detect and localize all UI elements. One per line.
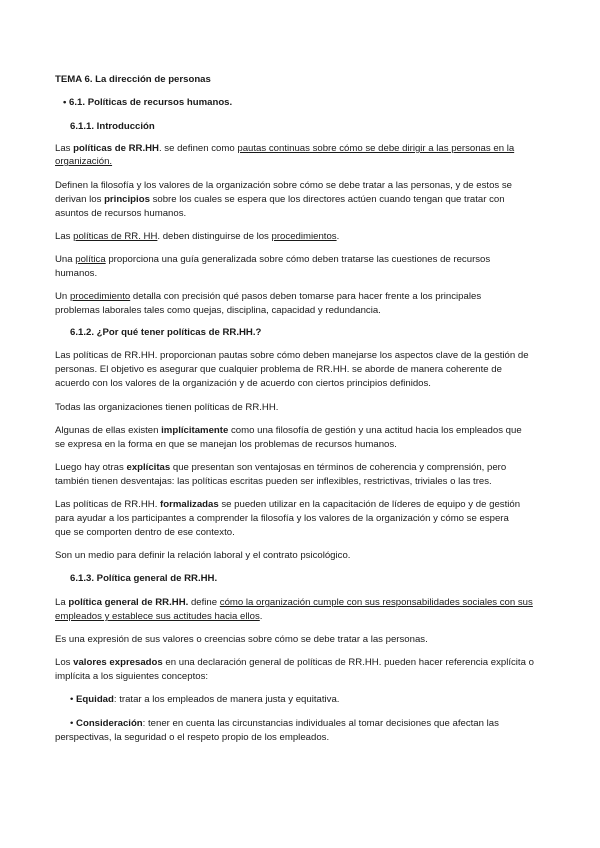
paragraph-line: Los valores expresados en una declaración general de políticas de RR.HH. pueden hacer referencia explícita o: [55, 657, 534, 668]
paragraph-line: organización.: [55, 156, 113, 167]
paragraph-line: derivan los principios sobre los cuales se espera que los directores actúen cuando tengan que tratar con: [55, 194, 505, 205]
subsection-heading-why: 6.1.2. ¿Por qué tener políticas de RR.HH.?: [70, 327, 262, 338]
paragraph-line: Las políticas de RR.HH. proporcionan pautas sobre cómo deben manejarse los aspectos clave de la gestión de: [55, 350, 529, 361]
paragraph-line: empleados y establece sus actitudes hacia ellos.: [55, 611, 263, 622]
paragraph-line: Las políticas de RR.HH. se definen como pautas continuas sobre cómo se debe dirigir a las personas en la: [55, 143, 515, 154]
paragraph-line: asuntos de recursos humanos.: [55, 208, 187, 219]
paragraph-line: Luego hay otras explícitas que presentan son ventajosas en términos de coherencia y comprensión, pero: [55, 462, 507, 473]
paragraph-line: se expresa en la forma en que se manejan los problemas de recursos humanos.: [55, 439, 397, 450]
paragraph-line: implícita a los siguientes conceptos:: [55, 671, 209, 682]
paragraph-line: Las políticas de RR.HH. formalizadas se pueden utilizar en la capacitación de líderes de equipo y de gestión: [55, 499, 521, 510]
list-item: • Consideración: tener en cuenta las circunstancias individuales al tomar decisiones que afectan las: [70, 718, 499, 729]
document-title: TEMA 6. La dirección de personas: [55, 74, 211, 85]
paragraph-line: problemas laborales tales como quejas, disciplina, capacidad y redundancia.: [55, 305, 381, 316]
paragraph-line: humanos.: [55, 268, 98, 279]
list-item-continuation: perspectivas, la seguridad o el respeto propio de los empleados.: [55, 732, 330, 743]
paragraph-line: Es una expresión de sus valores o creencias sobre cómo se debe tratar a las personas.: [55, 634, 428, 645]
paragraph-line: La política general de RR.HH. define cómo la organización cumple con sus responsabilidades sociales con sus: [55, 597, 533, 608]
subsection-heading-general: 6.1.3. Política general de RR.HH.: [70, 573, 218, 584]
list-item: • Equidad: tratar a los empleados de manera justa y equitativa.: [70, 694, 340, 705]
paragraph-line: acuerdo con los valores de la organización y de acuerdo con ciertos principios definidos.: [55, 378, 431, 389]
paragraph-line: Todas las organizaciones tienen políticas de RR.HH.: [55, 402, 279, 413]
paragraph-line: Un procedimiento detalla con precisión qué pasos deben tomarse para hacer frente a los principales: [55, 291, 482, 302]
paragraph-line: que se comporten dentro de ese contexto.: [55, 527, 235, 538]
paragraph-line: Definen la filosofía y los valores de la organización sobre cómo se debe tratar a las personas, y de estos se: [55, 180, 513, 191]
section-heading: • 6.1. Políticas de recursos humanos.: [63, 97, 233, 108]
paragraph-line: personas. El objetivo es asegurar que cualquier problema de RR.HH. se aborde de manera coherente de: [55, 364, 502, 375]
paragraph-line: Una política proporciona una guía generalizada sobre cómo deben tratarse las cuestiones de recursos: [55, 254, 491, 265]
paragraph-line: para ayudar a los participantes a comprender la filosofía y los valores de la organización y cómo se espera: [55, 513, 509, 524]
paragraph-line: Son un medio para definir la relación laboral y el contrato psicológico.: [55, 550, 351, 561]
paragraph-line: también tienen desventajas: las políticas escritas pueden ser inflexibles, restrictivas, triviales o las tres.: [55, 476, 492, 487]
paragraph-line: Algunas de ellas existen implícitamente como una filosofía de gestión y una actitud hacia los empleados que: [55, 425, 522, 436]
subsection-heading-intro: 6.1.1. Introducción: [70, 121, 155, 132]
paragraph-line: Las políticas de RR. HH. deben distinguirse de los procedimientos.: [55, 231, 340, 242]
